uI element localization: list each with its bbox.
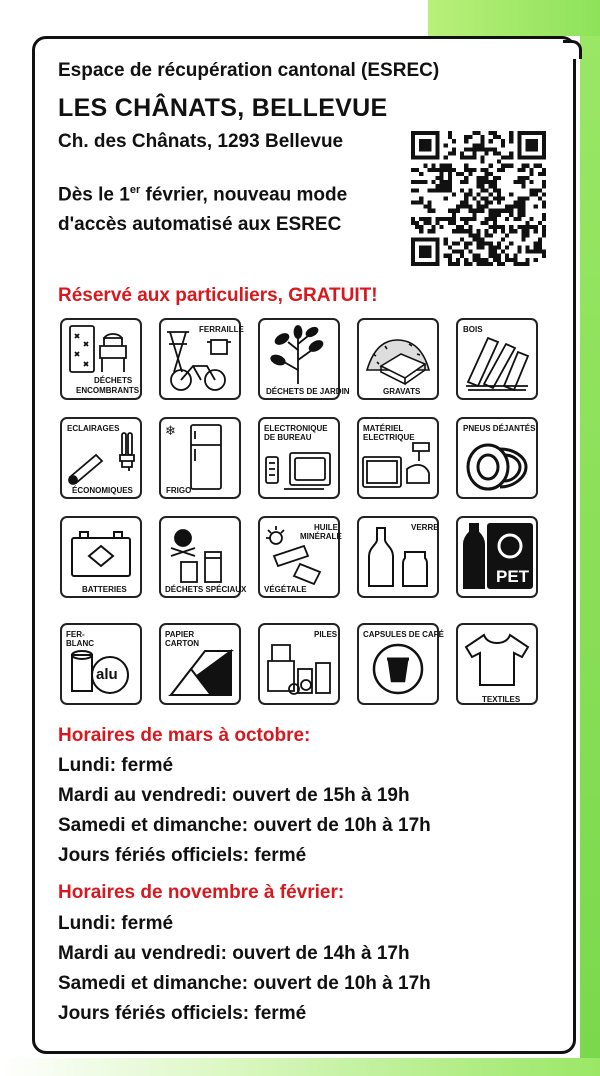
reserved-notice: Réservé aux particuliers, GRATUIT! [58, 285, 378, 306]
tile-fridge [159, 417, 241, 499]
tile-rubble [357, 318, 439, 400]
textiles-icon [458, 625, 536, 703]
winter-hours-line: Mardi au vendredi: ouvert de 14h à 17h [58, 943, 410, 964]
green-background-bottom [0, 1058, 600, 1076]
tile-oil [258, 516, 340, 598]
facility-type: Espace de récupération cantonal (ESREC) [58, 60, 440, 81]
tile-label-a: CAPSULES DE CAFÉ [363, 630, 444, 639]
tile-economical-lighting [60, 417, 142, 499]
tile-tyres [456, 417, 538, 499]
tile-label-b: CARTON [165, 639, 200, 648]
tile-scrap-metal [159, 318, 244, 400]
summer-hours-line: Jours fériés officiels: fermé [58, 845, 307, 866]
tile-label-c: alu [96, 666, 118, 683]
tile-tin-aluminium [60, 623, 142, 705]
tile-label-a: DÉCHETS SPÉCIAUX [165, 585, 247, 594]
tile-label-a: BOIS [463, 325, 483, 334]
tile-pet [456, 516, 538, 598]
tile-label-b: DE BUREAU [264, 433, 312, 442]
address: Ch. des Chânats, 1293 Bellevue [58, 131, 344, 152]
tile-office-electronics [258, 417, 340, 499]
tile-label-a: HUILE [314, 523, 338, 532]
winter-hours-line: Lundi: fermé [58, 913, 174, 934]
tile-label-a: PNEUS DÉJANTÉS [463, 424, 536, 433]
tile-label-a: ECLAIRAGES [67, 424, 120, 433]
tile-label-a: PAPIER [165, 630, 195, 639]
tile-coffee-capsules [357, 623, 444, 705]
tile-label-b: ENCOMBRANTS [76, 386, 140, 395]
summer-hours-heading: Horaires de mars à octobre: [58, 725, 311, 746]
tile-paper-cardboard [159, 623, 241, 705]
tile-label-a: FERRAILLE [199, 325, 244, 334]
tile-label-b: BLANC [66, 639, 94, 648]
winter-hours-heading: Horaires de novembre à février: [58, 882, 345, 903]
tile-special-waste [159, 516, 247, 598]
summer-hours-line: Mardi au vendredi: ouvert de 15h à 19h [58, 785, 410, 806]
tile-label-a: VERRE [411, 523, 439, 532]
tile-label-a: MATÉRIEL [363, 424, 404, 433]
tile-electrical-equipment [357, 417, 439, 499]
tile-batteries [60, 516, 142, 598]
notice-line-1 [58, 184, 347, 206]
tile-label-a: PET [496, 567, 530, 586]
green-background-top [428, 0, 600, 36]
tile-dry-cells [258, 623, 340, 705]
tile-label-b: ÉCONOMIQUES [72, 486, 133, 495]
page-title: LES CHÂNATS, BELLEVUE [58, 94, 388, 122]
tile-label-a: BATTERIES [82, 585, 127, 594]
notice-superscript: er [129, 184, 141, 196]
tile-label-a: DÉCHETS [94, 376, 133, 385]
svg-text:❄: ❄ [165, 424, 176, 439]
tile-label-a: FRIGO [166, 486, 192, 495]
tile-label-a: ELECTRONIQUE [264, 424, 328, 433]
summer-hours-line: Samedi et dimanche: ouvert de 10h à 17h [58, 815, 431, 836]
tile-glass [357, 516, 439, 598]
tile-label-a: TEXTILES [482, 695, 521, 704]
notice-text-b: février, nouveau mode [140, 184, 348, 206]
tile-label-a: GRAVATS [383, 387, 421, 396]
green-background-right [580, 36, 600, 1076]
notice-text-a: Dès le 1 [58, 184, 130, 206]
tile-bulky-waste [60, 318, 142, 400]
tile-label-c: VÉGÉTALE [264, 585, 307, 594]
winter-hours-line: Jours fériés officiels: fermé [58, 1003, 307, 1024]
card-corner-notch [563, 40, 582, 59]
tile-label-b: ELECTRIQUE [363, 433, 415, 442]
tile-garden-waste [258, 318, 350, 400]
tile-textiles [456, 623, 538, 705]
tile-label-b: MINÉRALE [300, 532, 342, 541]
notice-line-2: d'accès automatisé aux ESREC [58, 214, 342, 235]
tile-wood [456, 318, 538, 400]
qr-code[interactable] [411, 131, 546, 266]
winter-hours-line: Samedi et dimanche: ouvert de 10h à 17h [58, 973, 431, 994]
tile-label-a: DÉCHETS DE JARDIN [266, 387, 350, 396]
tile-label-a: PILES [314, 630, 338, 639]
summer-hours-line: Lundi: fermé [58, 755, 174, 776]
tile-label-a: FER- [66, 630, 85, 639]
